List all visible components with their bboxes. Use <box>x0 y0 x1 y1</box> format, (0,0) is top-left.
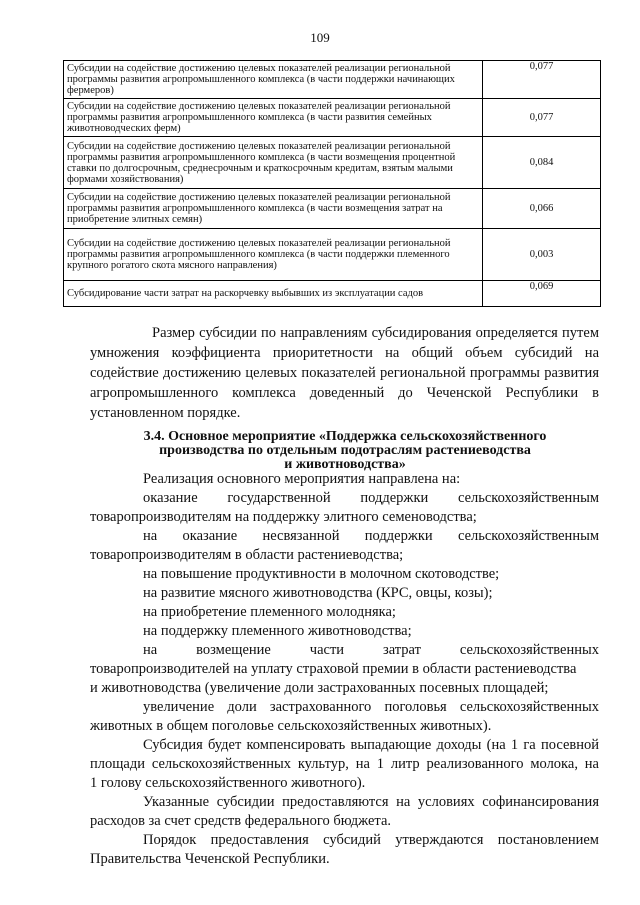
subsidies-table <box>63 60 601 307</box>
body-line: расходов за счет средств федерального бюджета. <box>90 813 392 829</box>
table-row <box>64 61 601 99</box>
body-line: Правительства Чеченской Республики. <box>90 851 330 867</box>
body-line: Субсидия будет компенсировать выпадающие доходы (на 1 га посевной <box>143 737 599 753</box>
table-row <box>64 281 601 307</box>
heading-line: производства по отдельным подотраслям растениеводства <box>159 443 531 458</box>
body-line: на повышение продуктивности в молочном скотоводстве; <box>143 566 500 582</box>
body-line: товаропроизводителям в области растениеводства; <box>90 547 404 563</box>
body-line: товаропроизводителям на поддержку элитного семеноводства; <box>90 509 477 525</box>
table-row <box>64 137 601 189</box>
row-value: 0,066 <box>483 189 601 229</box>
body-line: Реализация основного мероприятия направлена на: <box>143 471 461 487</box>
intro-paragraph: Размер субсидии по направлениям субсидирования определяется путем умножения коэффициента приоритетности на общий объем субсидий на содействие достижению целевых показателей региональной программы развития агропромышленного комплекса доведенный до Чеченской Республики в установленном порядке. <box>90 325 599 421</box>
row-description: Субсидии на содействие достижению целевых показателей реализации региональной программы развития агропромышленного комплекса (в части поддержки начинающих фермеров) <box>64 61 483 99</box>
section-heading <box>90 430 600 472</box>
page-number: 109 <box>310 30 330 45</box>
row-value: 0,069 <box>483 281 601 307</box>
body-line: на оказание несвязанной поддержки сельскохозяйственным <box>143 528 599 544</box>
body-line: на возмещение части затрат сельскохозяйственных <box>143 642 599 658</box>
row-description: Субсидии на содействие достижению целевых показателей реализации региональной программы развития агропромышленного комплекса (в части возмещения процентной ставки по долгосрочным, среднесрочным и краткосрочным кредитам, взятым малыми формами хозяйствования) <box>64 137 483 189</box>
body-line: на поддержку племенного животноводства; <box>143 623 412 639</box>
body-line: увеличение доли застрахованного поголовья сельскохозяйственных <box>143 699 599 715</box>
table-row <box>64 229 601 281</box>
row-value: 0,003 <box>483 229 601 281</box>
heading-line: и животноводства» <box>284 457 406 472</box>
body-line: на приобретение племенного молодняка; <box>143 604 396 620</box>
body-line: животных в общем поголовье сельскохозяйственных животных). <box>90 718 492 734</box>
row-value: 0,084 <box>483 137 601 189</box>
row-description: Субсидирование части затрат на раскорчевку выбывших из эксплуатации садов <box>64 281 483 307</box>
row-description: Субсидии на содействие достижению целевых показателей реализации региональной программы развития агропромышленного комплекса (в части развития семейных животноводческих ферм) <box>64 99 483 137</box>
table-row <box>64 189 601 229</box>
body-line: оказание государственной поддержки сельскохозяйственным <box>143 490 599 506</box>
table-row <box>64 99 601 137</box>
body-line: площади сельскохозяйственных культур, на 1 литр реализованного молока, на <box>90 756 599 772</box>
body-line: товаропроизводителей на уплату страховой премии в области растениеводства <box>90 661 577 677</box>
row-description: Субсидии на содействие достижению целевых показателей реализации региональной программы развития агропромышленного комплекса (в части возмещения затрат на приобретение элитных семян) <box>64 189 483 229</box>
row-description: Субсидии на содействие достижению целевых показателей реализации региональной программы развития агропромышленного комплекса (в части поддержки племенного крупного рогатого скота мясного направления) <box>64 229 483 281</box>
body-line: Указанные субсидии предоставляются на условиях софинансирования <box>143 794 599 810</box>
body-line: и животноводства (увеличение доли застрахованных посевных площадей; <box>90 680 549 696</box>
body-line: на развитие мясного животноводства (КРС, овцы, козы); <box>143 585 493 601</box>
heading-line: 3.4. Основное мероприятие «Поддержка сельскохозяйственного <box>143 429 547 444</box>
row-value: 0,077 <box>483 61 601 99</box>
body-line: 1 голову сельскохозяйственного животного). <box>90 775 366 791</box>
row-value: 0,077 <box>483 99 601 137</box>
body-line: Порядок предоставления субсидий утверждаются постановлением <box>143 832 599 848</box>
